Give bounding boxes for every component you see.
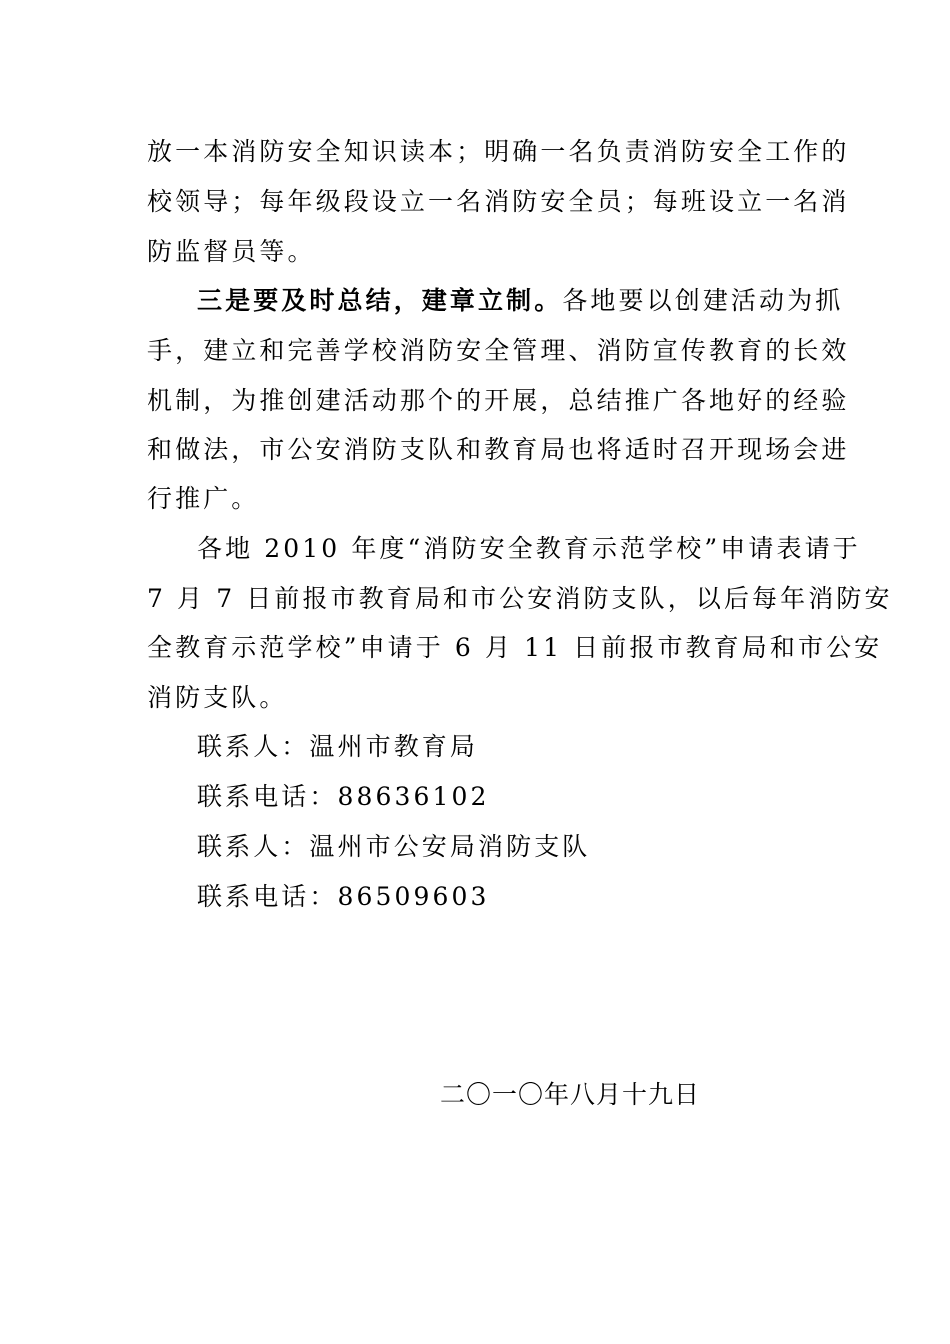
section-heading: 三是要及时总结，建章立制。 [197,286,563,315]
paragraph-line: 机制，为推创建活动那个的开展，总结推广各地好的经验 [147,386,850,415]
paragraph-line: 消防支队。 [147,683,288,712]
contact-person: 联系人：温州市教育局 [197,732,479,761]
paragraph-line: 行推广。 [147,484,260,513]
paragraph-line: 手，建立和完善学校消防安全管理、消防宣传教育的长效 [147,336,850,365]
paragraph-line: 全教育示范学校”申请于 6 月 11 日前报市教育局和市公安 [147,633,883,662]
paragraph-line: 7 月 7 日前报市教育局和市公安消防支队，以后每年消防安 [147,584,893,613]
paragraph-text: 各地要以创建活动为抓 [562,286,844,315]
paragraph-line: 和做法，市公安消防支队和教育局也将适时召开现场会进 [147,435,850,464]
paragraph-line: 防监督员等。 [147,237,316,266]
paragraph-first-line: 各地 2010 年度“消防安全教育示范学校”申请表请于 [197,534,861,563]
contact-phone: 联系电话：86509603 [197,882,490,911]
document-date: 二〇一〇年八月十九日 [440,1080,701,1109]
contact-person: 联系人：温州市公安局消防支队 [197,832,591,861]
paragraph-first-line [197,276,857,326]
paragraph-line: 放一本消防安全知识读本；明确一名负责消防安全工作的 [147,137,850,166]
contact-phone: 联系电话：88636102 [197,782,490,811]
paragraph-line: 校领导；每年级段设立一名消防安全员；每班设立一名消 [147,187,850,216]
